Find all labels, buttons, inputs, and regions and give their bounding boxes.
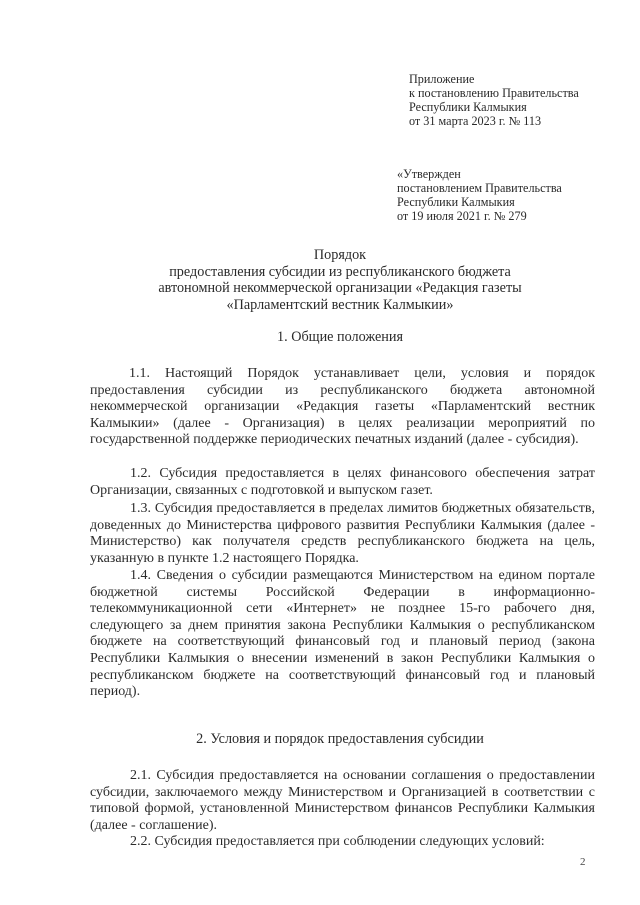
attachment-line: Приложение (409, 72, 475, 86)
approval-line: от 19 июля 2021 г. № 279 (397, 209, 527, 223)
document-title (60, 247, 620, 313)
paragraph-2-1: 2.1. Субсидия предоставляется на основании соглашения о предоставлении субсидии, заключаемого между Министерством и Организацией в соответствии с типовой формой, установленной Министерством финансов Республики Калмыкия (далее - соглашение). (90, 768, 595, 833)
title-line: автономной некоммерческой организации «Редакция газеты (158, 280, 522, 296)
approval-line: Республики Калмыкия (397, 195, 515, 209)
paragraph-1-4: 1.4. Сведения о субсидии размещаются Министерством на едином портале бюджетной системы Российской Федерации в информационно-телекоммуникационной сети «Интернет» не позднее 15-го рабочего дня, следующего за днем принятия закона Республики Калмыкия о республиканском бюджете на соответствующий финансовый год и плановый период (закона Республики Калмыкия о внесении изменений в закон Республики Калмыкия о республиканском бюджете на соответствующий финансовый год и плановый период). (90, 568, 595, 700)
title-line: предоставления субсидии из республиканского бюджета (169, 263, 511, 280)
paragraph-1-1: 1.1. Настоящий Порядок устанавливает цели, условия и порядок предоставления субсидии из республиканского бюджета автономной некоммерческой организации «Редакция газеты «Парламентский вестник Калмыкии» (далее - Организация) в целях реализации мероприятий по государственной поддержке периодических печатных изданий (далее - субсидия). (90, 366, 595, 448)
title-line: «Парламентский вестник Калмыкии» (226, 296, 454, 313)
attachment-header (409, 72, 619, 128)
page-number: 2 (580, 856, 586, 868)
approval-header (397, 167, 617, 223)
section-1-heading: 1. Общие положения (277, 329, 403, 345)
approval-line: постановлением Правительства (397, 181, 562, 195)
attachment-line: Республики Калмыкия (409, 100, 527, 114)
title-line: Порядок (313, 247, 367, 263)
section-2-heading: 2. Условия и порядок предоставления субсидии (196, 731, 484, 747)
paragraph-1-3: 1.3. Субсидия предоставляется в пределах лимитов бюджетных обязательств, доведенных до Министерства цифрового развития Республики Калмыкия (далее - Министерство) как получателя средств республиканского бюджета на цель, указанную в пункте 1.2 настоящего Порядка. (90, 501, 595, 566)
attachment-line: к постановлению Правительства (409, 86, 579, 100)
attachment-line: от 31 марта 2023 г. № 113 (409, 114, 542, 128)
paragraph-2-2: 2.2. Субсидия предоставляется при соблюдении следующих условий: (130, 834, 545, 849)
approval-line: «Утвержден (397, 167, 461, 181)
paragraph-1-2: 1.2. Субсидия предоставляется в целях финансового обеспечения затрат Организации, связанных с подготовкой и выпуском газет. (90, 466, 595, 498)
